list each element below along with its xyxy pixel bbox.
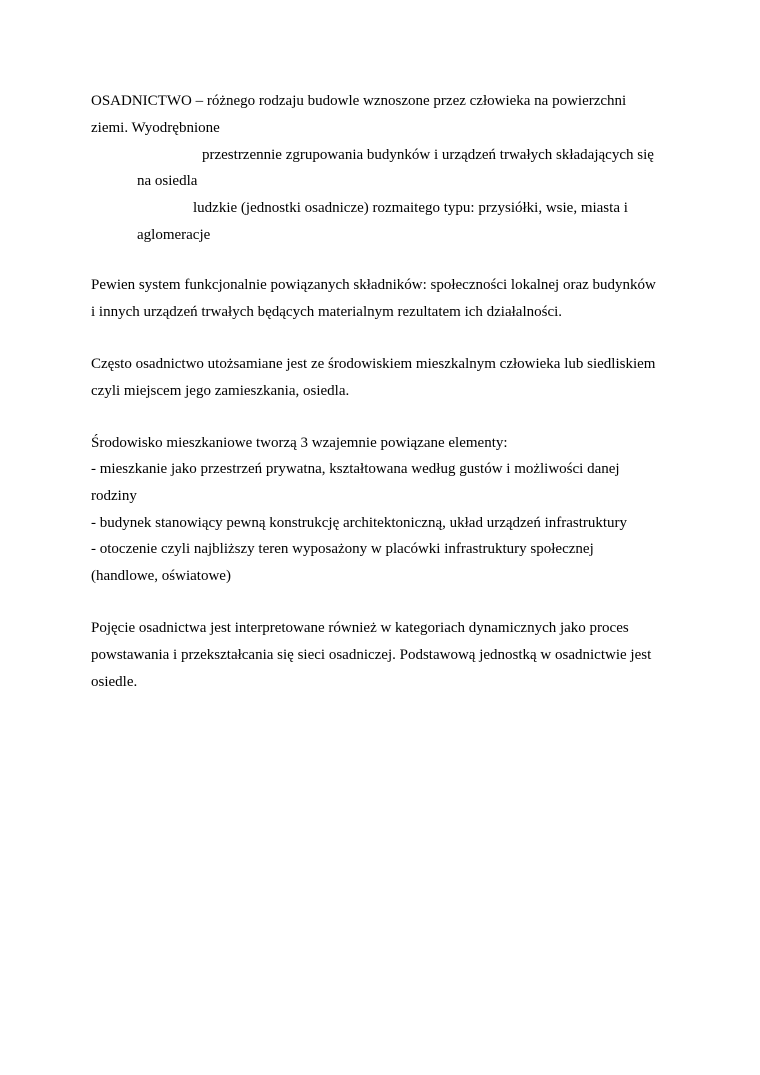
paragraph-4-line-5: - otoczenie czyli najbliższy teren wyposażony w placówki infrastruktury społecznej xyxy=(91,541,594,557)
paragraph-1-line-4: na osiedla xyxy=(137,173,198,189)
paragraph-4-line-3: rodziny xyxy=(91,488,137,504)
paragraph-5-line-1: Pojęcie osadnictwa jest interpretowane również w kategoriach dynamicznych jako proces xyxy=(91,620,629,636)
paragraph-5-line-2: powstawania i przekształcania się sieci osadniczej. Podstawową jednostką w osadnictwie jest xyxy=(91,647,652,663)
paragraph-3-line-2: czyli miejscem jego zamieszkania, osiedla. xyxy=(91,383,350,399)
paragraph-2-line-2: i innych urządzeń trwałych będących materialnym rezultatem ich działalności. xyxy=(91,304,563,320)
paragraph-4-line-4: - budynek stanowiący pewną konstrukcję architektoniczną, układ urządzeń infrastruktury xyxy=(91,515,628,531)
paragraph-1-line-2: ziemi. Wyodrębnione xyxy=(91,120,220,136)
paragraph-1-line-3: przestrzennie zgrupowania budynków i urządzeń trwałych składających się xyxy=(202,147,654,163)
paragraph-1-line-6: aglomeracje xyxy=(137,227,211,243)
paragraph-4-line-2: - mieszkanie jako przestrzeń prywatna, kształtowana według gustów i możliwości danej xyxy=(91,461,620,477)
paragraph-4-line-6: (handlowe, oświatowe) xyxy=(91,568,231,584)
paragraph-2-line-1: Pewien system funkcjonalnie powiązanych składników: społeczności lokalnej oraz budynków xyxy=(91,277,656,293)
paragraph-5-line-3: osiedle. xyxy=(91,674,138,690)
paragraph-4-line-1: Środowisko mieszkaniowe tworzą 3 wzajemnie powiązane elementy: xyxy=(91,435,508,451)
paragraph-1-line-5: ludzkie (jednostki osadnicze) rozmaitego typu: przysiółki, wsie, miasta i xyxy=(193,200,628,216)
paragraph-1-line-1: OSADNICTWO – różnego rodzaju budowle wznoszone przez człowieka na powierzchni xyxy=(91,93,627,109)
paragraph-3-line-1: Często osadnictwo utożsamiane jest ze środowiskiem mieszkalnym człowieka lub siedliskiem xyxy=(91,356,656,372)
